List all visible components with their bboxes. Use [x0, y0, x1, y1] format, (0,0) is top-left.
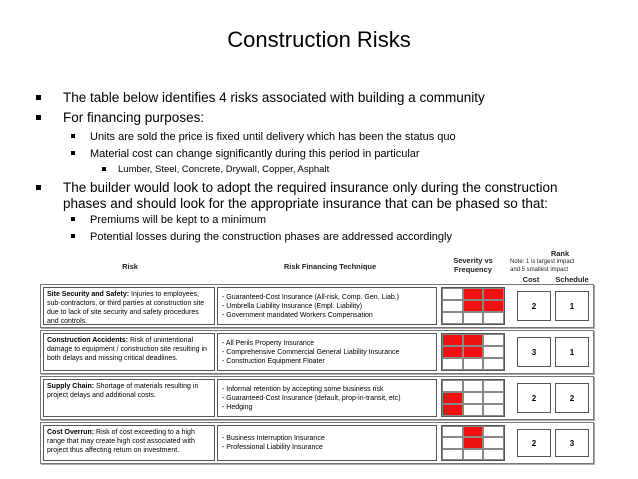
- square-bullet-icon: [36, 95, 41, 100]
- matrix-cell: [442, 437, 463, 448]
- sub-bullet-1: [90, 130, 456, 144]
- matrix-cell: [463, 312, 484, 324]
- schedule-rank: 3: [555, 429, 589, 457]
- bullet-text: The table below identifies 4 risks associated with building a community: [63, 90, 485, 105]
- technique-item: - Guaranteed-Cost Insurance (All-risk, Comp. Gen. Liab.): [222, 293, 400, 301]
- matrix-cell: [483, 334, 504, 346]
- cost-rank: 2: [517, 291, 551, 321]
- square-bullet-icon: [36, 185, 41, 190]
- table-row: [40, 422, 594, 464]
- risk-description: Risk of unintentional damage to equipment / construction site resulting in both delays and missing critical deadlines.: [47, 337, 207, 362]
- header-severity-line1: Severity vs: [453, 256, 493, 265]
- header-cost: Cost: [522, 275, 540, 284]
- technique-item: - All Perils Property Insurance: [222, 339, 315, 347]
- slide-title: Construction Risks: [227, 27, 411, 52]
- matrix-cell: [442, 358, 463, 370]
- severity-frequency-matrix: [441, 287, 505, 325]
- table-row: [40, 330, 594, 374]
- technique-item: - Comprehensive Commercial General Liability Insurance: [222, 348, 400, 356]
- square-bullet-icon: [71, 234, 75, 238]
- bullet-text: Potential losses during the construction phases are addressed accordingly: [90, 231, 452, 243]
- schedule-rank: 1: [555, 337, 589, 367]
- severity-frequency-matrix: [441, 379, 505, 417]
- matrix-cell: [442, 380, 463, 392]
- matrix-cell-highlighted: [463, 334, 484, 346]
- matrix-cell: [442, 300, 463, 312]
- cost-rank: 2: [517, 383, 551, 413]
- matrix-cell-highlighted: [463, 288, 484, 300]
- matrix-cell: [442, 426, 463, 437]
- technique-cell: [217, 379, 437, 417]
- matrix-cell: [483, 426, 504, 437]
- matrix-cell-highlighted: [463, 426, 484, 437]
- risk-name: Cost Overrun:: [47, 429, 95, 436]
- header-severity-line2: Frequency: [454, 265, 492, 274]
- risk-cell: [43, 287, 215, 325]
- matrix-cell: [463, 404, 484, 416]
- matrix-cell-highlighted: [483, 300, 504, 312]
- bullet-text: Premiums will be kept to a minimum: [90, 214, 267, 226]
- matrix-cell: [463, 449, 484, 460]
- rank-note-line2: and 5 smallest impact: [510, 267, 569, 273]
- matrix-cell: [442, 449, 463, 460]
- matrix-cell-highlighted: [463, 300, 484, 312]
- matrix-cell: [483, 437, 504, 448]
- table-row: [40, 376, 594, 420]
- sub-bullet-2: [90, 147, 420, 161]
- cost-rank: 2: [517, 429, 551, 457]
- bullet-text: Lumber, Steel, Concrete, Drywall, Copper, Asphalt: [118, 164, 330, 175]
- schedule-rank: 2: [555, 383, 589, 413]
- matrix-cell: [483, 312, 504, 324]
- matrix-cell-highlighted: [442, 346, 463, 358]
- bullet-text: Material cost can change significantly during this period in particular: [90, 148, 420, 160]
- matrix-cell-highlighted: [463, 437, 484, 448]
- matrix-cell-highlighted: [442, 334, 463, 346]
- square-bullet-icon: [71, 151, 75, 155]
- bullet-text-line1: The builder would look to adopt the required insurance only during the construction: [63, 180, 558, 195]
- risk-name: Construction Accidents:: [47, 337, 129, 344]
- square-bullet-icon: [36, 115, 41, 120]
- severity-frequency-matrix: [441, 425, 505, 461]
- risk-cell: [43, 425, 215, 461]
- matrix-cell-highlighted: [442, 392, 463, 404]
- bullet-3: [63, 180, 558, 212]
- risk-cell: [43, 333, 215, 371]
- matrix-cell: [483, 358, 504, 370]
- sub-sub-bullet-1: [118, 164, 329, 176]
- matrix-cell: [442, 312, 463, 324]
- bullet-text-line2: phases and should look for the appropriate insurance that can be phased so that:: [63, 196, 548, 211]
- bullet-1: [63, 90, 485, 106]
- matrix-cell: [483, 380, 504, 392]
- technique-item: - Informal retention by accepting some business risk: [222, 385, 384, 393]
- bullet-text: Units are sold the price is fixed until delivery which has been the status quo: [90, 131, 456, 143]
- matrix-cell: [483, 392, 504, 404]
- technique-cell: [217, 333, 437, 371]
- matrix-cell: [463, 392, 484, 404]
- technique-item: - Professional Liability Insurance: [222, 444, 323, 451]
- technique-item: - Hedging: [222, 403, 253, 411]
- header-risk: Risk: [122, 262, 138, 271]
- bullet-2: [63, 110, 204, 126]
- technique-cell: [217, 287, 437, 325]
- header-technique: Risk Financing Technique: [283, 262, 377, 271]
- cost-rank: 3: [517, 337, 551, 367]
- schedule-rank: 1: [555, 291, 589, 321]
- technique-cell: [217, 425, 437, 461]
- technique-item: - Construction Equipment Floater: [222, 357, 325, 365]
- technique-item: - Government mandated Workers Compensation: [222, 311, 373, 319]
- rank-note-line1: Note: 1 is largest impact: [510, 259, 575, 265]
- matrix-cell: [483, 404, 504, 416]
- header-schedule: Schedule: [555, 275, 589, 284]
- technique-item: - Business Interruption Insurance: [222, 435, 325, 442]
- risk-table: [40, 248, 600, 466]
- sub-bullet-3: [90, 213, 266, 227]
- bullet-text: For financing purposes:: [63, 110, 205, 125]
- sub-bullet-4: [90, 230, 452, 244]
- technique-item: - Umbrella Liability Insurance (Empl. Liability): [222, 302, 363, 310]
- table-row: [40, 284, 594, 328]
- square-bullet-icon: [71, 217, 75, 221]
- square-bullet-icon: [71, 134, 75, 138]
- square-bullet-icon: [102, 167, 106, 171]
- matrix-cell: [463, 380, 484, 392]
- matrix-cell: [463, 358, 484, 370]
- risk-name: Site Security and Safety:: [47, 291, 130, 298]
- risk-description: Shortage of materials resulting in project delays and additional costs.: [47, 383, 199, 399]
- risk-cell: [43, 379, 215, 417]
- matrix-cell: [442, 288, 463, 300]
- risk-description: Risk of cost exceeding to a high range that may create high cost associated with project thus affecting return on investment.: [47, 429, 195, 454]
- header-rank: Rank: [550, 249, 570, 258]
- technique-item: - Guaranteed-Cost Insurance (default, prop-in-transit, etc): [222, 394, 401, 402]
- matrix-cell-highlighted: [463, 346, 484, 358]
- risk-name: Supply Chain:: [47, 383, 95, 390]
- risk-description: Injuries to employees, sub-contractors, or third parties at construction site due to lack of site security and safety procedures and controls.: [47, 291, 205, 325]
- matrix-cell-highlighted: [442, 404, 463, 416]
- matrix-cell: [483, 346, 504, 358]
- matrix-cell-highlighted: [483, 288, 504, 300]
- severity-frequency-matrix: [441, 333, 505, 371]
- matrix-cell: [483, 449, 504, 460]
- header-severity: [440, 256, 506, 274]
